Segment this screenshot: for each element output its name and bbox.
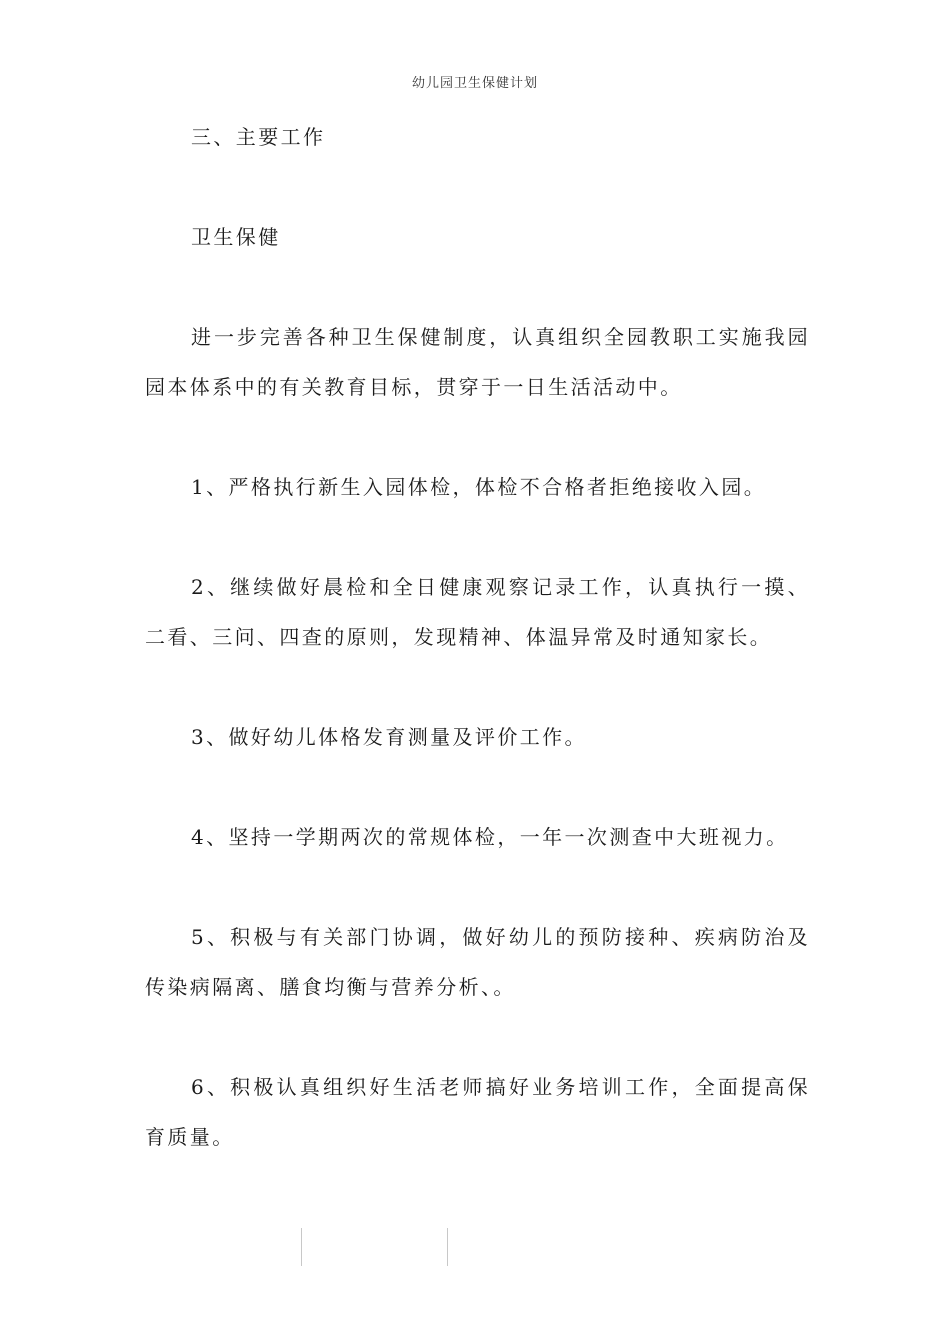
paragraph-gap [145,1012,810,1062]
list-item-3: 3、做好幼儿体格发育测量及评价工作。 [191,725,587,749]
list-item-4: 4、坚持一学期两次的常规体检，一年一次测查中大班视力。 [191,825,789,849]
paragraph-gap [145,262,810,312]
paragraph-gap [145,512,810,562]
subsection-heading: 卫生保健 [191,225,281,249]
paragraph-gap [145,162,810,212]
paragraph-gap [145,412,810,462]
list-item-6: 6、积极认真组织好生活老师搞好业务培训工作，全面提高保育质量。 [145,1075,810,1149]
footer-divider-right [447,1228,448,1266]
page-header-title: 幼儿园卫生保健计划 [411,76,538,91]
paragraph-gap [145,862,810,912]
footer-divider-left [301,1228,302,1266]
paragraph-gap [145,762,810,812]
section-heading: 三、主要工作 [191,125,326,149]
list-item-2: 2、继续做好晨检和全日健康观察记录工作，认真执行一摸、二看、三问、四查的原则，发现精神、体温异常及时通知家长。 [145,575,810,649]
intro-paragraph: 进一步完善各种卫生保健制度，认真组织全园教职工实施我园园本体系中的有关教育目标，贯穿于一日生活活动中。 [145,325,810,399]
list-item-5: 5、积极与有关部门协调，做好幼儿的预防接种、疾病防治及传染病隔离、膳食均衡与营养分析、。 [145,925,810,999]
list-item-1: 1、严格执行新生入园体检，体检不合格者拒绝接收入园。 [191,475,767,499]
paragraph-gap [145,662,810,712]
document-body [145,112,810,1162]
